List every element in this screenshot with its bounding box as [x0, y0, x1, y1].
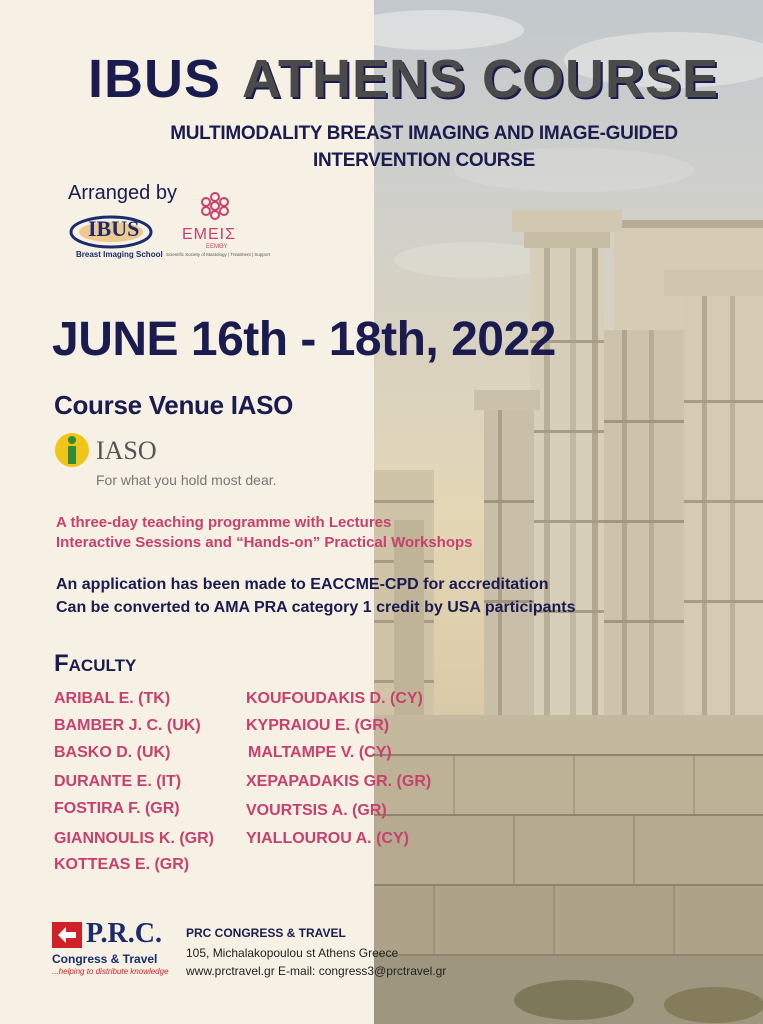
faculty-member: FOSTIRA F. (GR) [54, 800, 180, 817]
ibus-logo [66, 210, 163, 262]
faculty-member: XEPAPADAKIS GR. (GR) [246, 773, 432, 790]
accreditation-line-2: Can be converted to AMA PRA category 1 credit by USA participants [56, 599, 576, 616]
footer-company: PRC CONGRESS & TRAVEL [186, 926, 346, 940]
faculty-heading: Faculty [54, 650, 137, 677]
iaso-person-icon [52, 430, 92, 470]
faculty-member: KOTTEAS E. (GR) [54, 856, 190, 873]
course-venue: Course Venue IASO [54, 390, 294, 420]
ibus-logo-caption: Breast Imaging School [76, 250, 163, 259]
faculty-member: MALTAMPE V. (CY) [248, 744, 392, 761]
faculty-member: VOURTSIS A. (GR) [246, 802, 387, 819]
faculty-member: BASKO D. (UK) [54, 744, 171, 761]
faculty-member: BAMBER J. C. (UK) [54, 717, 201, 734]
faculty-member: ARIBAL E. (TK) [54, 690, 171, 707]
accreditation-line-1: An application has been made to EACCME-CPD for accreditation [56, 576, 549, 593]
title-ibus: IBUS [88, 49, 222, 109]
title-athens-course: ATHENS COURSE [242, 49, 720, 109]
programme-line-1: A three-day teaching programme with Lectures [56, 514, 392, 531]
prc-logo [52, 918, 169, 976]
prc-logo-line2: Congress & Travel [52, 952, 158, 966]
emeis-small-text: ΕΕΜΘΥ [206, 244, 228, 250]
programme-line-2: Interactive Sessions and “Hands-on” Practical Workshops [56, 534, 473, 551]
prc-arrow-icon [52, 922, 82, 948]
faculty-member: GIANNOULIS K. (GR) [54, 830, 214, 847]
prc-logo-tagline: ...helping to distribute knowledge [52, 967, 169, 976]
iaso-logo-text: IASO [96, 436, 157, 465]
faculty-member: DURANTE E. (IT) [54, 773, 182, 790]
course-subtitle: MULTIMODALITY BREAST IMAGING AND IMAGE-GUIDED INTERVENTION COURSE [170, 123, 678, 171]
emeis-logo-caption: Scientific Society of Mastology | Treatment | Support [166, 252, 271, 257]
emeis-logo-text: ΕΜΕΙΣ [182, 226, 237, 243]
footer-contact: www.prctravel.gr E-mail: congress3@prctravel.gr [186, 964, 447, 978]
faculty-member: KOUFOUDAKIS D. (CY) [246, 690, 423, 707]
emeis-logo [166, 190, 271, 262]
iaso-tagline: For what you hold most dear. [96, 472, 277, 488]
faculty-member: KYPRAIOU E. (GR) [246, 717, 390, 734]
faculty-member: YIALLOUROU A. (CY) [246, 830, 409, 847]
iaso-logo [52, 430, 157, 475]
emeis-flower-icon [200, 192, 230, 220]
footer-address: 105, Michalakopoulou st Athens Greece [186, 946, 399, 960]
prc-logo-text: P.R.C. [86, 918, 162, 949]
arranged-by-label: Arranged by [68, 182, 177, 204]
ibus-logo-text: IBUS [88, 216, 140, 241]
event-date: JUNE 16th - 18th, 2022 [52, 313, 556, 366]
